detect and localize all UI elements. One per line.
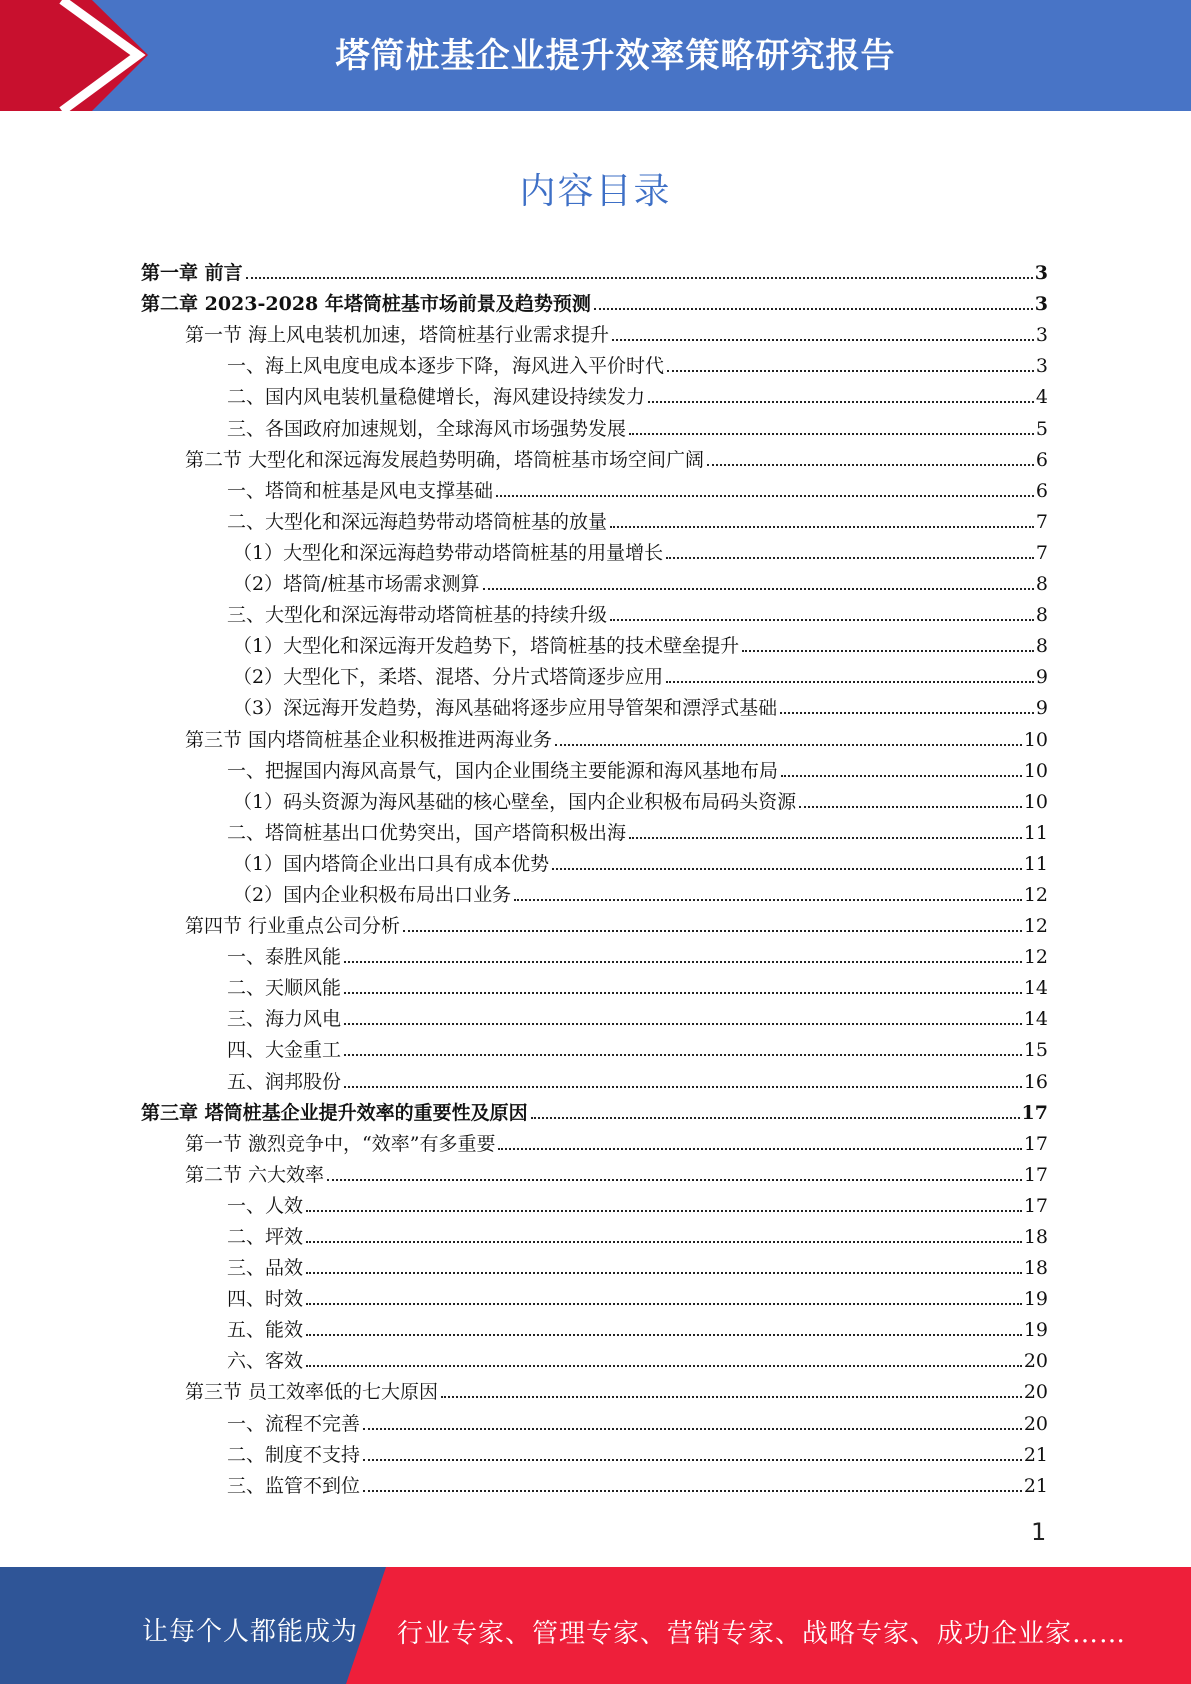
toc-entry[interactable] [141, 1310, 1048, 1341]
toc-leader-dots [610, 619, 1034, 621]
toc-entry-title: （2）大型化下，柔塔、混塔、分片式塔筒逐步应用 [233, 666, 664, 689]
toc-entry-page: 9 [1035, 666, 1048, 689]
toc-entry-title: 二、制度不支持 [227, 1443, 361, 1466]
toc-entry-title: 四、大金重工 [227, 1039, 342, 1062]
toc-entry-page: 11 [1023, 852, 1048, 875]
toc-entry-page: 10 [1023, 790, 1048, 813]
toc-entry[interactable] [141, 999, 1048, 1030]
toc-leader-dots [306, 1272, 1022, 1274]
toc-leader-dots [648, 401, 1034, 403]
toc-entry-title: 第三节 员工效率低的七大原因 [185, 1381, 439, 1404]
toc-entry[interactable] [141, 626, 1048, 657]
toc-entry-page: 15 [1023, 1039, 1048, 1062]
report-title: 塔筒桩基企业提升效率策略研究报告 [335, 36, 896, 76]
toc-entry[interactable] [141, 1435, 1048, 1466]
toc-leader-dots [306, 1365, 1022, 1367]
toc-leader-dots [403, 930, 1022, 932]
toc-leader-dots [781, 775, 1022, 777]
toc-leader-dots [344, 1086, 1022, 1088]
footer-roles: 行业专家、管理专家、营销专家、战略专家、成功企业家…… [397, 1619, 1127, 1649]
toc-entry-title: 一、流程不完善 [227, 1412, 361, 1435]
toc-entry-title: 一、人效 [227, 1194, 304, 1217]
toc-leader-dots [363, 1459, 1022, 1461]
toc-entry[interactable] [141, 1155, 1048, 1186]
toc-entry-title: 四、时效 [227, 1288, 304, 1311]
toc-entry[interactable] [141, 782, 1048, 813]
toc-entry-title: 三、海力风电 [227, 1008, 342, 1031]
toc-entry-page: 7 [1035, 510, 1048, 533]
toc-leader-dots [441, 1396, 1022, 1398]
toc-entry-page: 3 [1035, 324, 1048, 347]
toc-entry[interactable] [141, 1061, 1048, 1092]
toc-entry[interactable] [141, 1372, 1048, 1403]
toc-entry[interactable] [141, 1279, 1048, 1310]
toc-entry[interactable] [141, 1341, 1048, 1372]
toc-leader-dots [344, 992, 1022, 994]
toc-entry[interactable] [141, 844, 1048, 875]
toc-leader-dots [555, 744, 1022, 746]
toc-entry-page: 17 [1023, 1163, 1048, 1186]
toc-entry-title: 第二节 六大效率 [185, 1163, 325, 1186]
toc-entry-title: （1）国内塔筒企业出口具有成本优势 [233, 852, 550, 875]
toc-entry[interactable] [141, 1030, 1048, 1061]
toc-leader-dots [306, 1303, 1022, 1305]
toc-entry[interactable] [141, 1217, 1048, 1248]
toc-entry[interactable] [141, 657, 1048, 688]
toc-entry-page: 17 [1023, 1194, 1048, 1217]
toc-entry[interactable] [141, 937, 1048, 968]
toc-leader-dots [514, 899, 1022, 901]
toc-entry-title: 一、海上风电度电成本逐步下降，海风进入平价时代 [227, 355, 665, 378]
toc-entry[interactable] [141, 315, 1048, 346]
toc-entry-page: 17 [1021, 1101, 1048, 1124]
toc-entry[interactable] [141, 688, 1048, 719]
toc-leader-dots [629, 433, 1034, 435]
toc-entry-page: 4 [1035, 386, 1048, 409]
toc-entry-page: 9 [1035, 697, 1048, 720]
toc-entry-title: 三、大型化和深远海带动塔筒桩基的持续升级 [227, 604, 608, 627]
toc-leader-dots [742, 650, 1034, 652]
toc-entry-page: 8 [1035, 604, 1048, 627]
toc-entry[interactable] [141, 1466, 1048, 1497]
toc-entry-title: （1）大型化和深远海趋势带动塔筒桩基的用量增长 [233, 541, 664, 564]
toc-entry-page: 10 [1023, 759, 1048, 782]
toc-leader-dots [496, 495, 1034, 497]
toc-entry-title: 二、塔筒桩基出口优势突出，国产塔筒积极出海 [227, 821, 627, 844]
toc-entry-page: 6 [1035, 479, 1048, 502]
toc-entry[interactable] [141, 1403, 1048, 1434]
toc-entry-page: 14 [1023, 1008, 1048, 1031]
toc-entry-page: 21 [1023, 1474, 1048, 1497]
toc-leader-dots [531, 1117, 1020, 1119]
toc-entry-title: 三、监管不到位 [227, 1474, 361, 1497]
toc-entry-title: 第三节 国内塔筒桩基企业积极推进两海业务 [185, 728, 553, 751]
toc-leader-dots [363, 1490, 1022, 1492]
toc-entry[interactable] [141, 471, 1048, 502]
toc-entry[interactable] [141, 1186, 1048, 1217]
toc-entry-page: 11 [1023, 821, 1048, 844]
footer-banner [0, 1567, 1191, 1684]
toc-entry-page: 8 [1035, 635, 1048, 658]
toc-entry-title: 第四节 行业重点公司分析 [185, 915, 401, 938]
toc-entry-page: 5 [1035, 417, 1048, 440]
toc-leader-dots [306, 1210, 1022, 1212]
toc-entry-title: 第二节 大型化和深远海发展趋势明确，塔筒桩基市场空间广阔 [185, 448, 705, 471]
toc-entry-title: （2）国内企业积极布局出口业务 [233, 883, 512, 906]
header-banner [0, 0, 1191, 111]
toc-entry-page: 21 [1023, 1443, 1048, 1466]
toc-entry-title: （3）深远海开发趋势，海风基础将逐步应用导管架和漂浮式基础 [233, 697, 778, 720]
toc-entry-page: 20 [1023, 1412, 1048, 1435]
toc-leader-dots [483, 588, 1034, 590]
toc-entry[interactable] [141, 1093, 1048, 1124]
toc-entry[interactable] [141, 595, 1048, 626]
toc-entry-page: 18 [1023, 1257, 1048, 1280]
toc-entry-title: 二、大型化和深远海趋势带动塔筒桩基的放量 [227, 510, 608, 533]
toc-leader-dots [498, 1148, 1021, 1150]
toc-leader-dots [594, 308, 1033, 310]
toc-leader-dots [666, 681, 1034, 683]
toc-entry[interactable] [141, 564, 1048, 595]
toc-entry-title: （1）大型化和深远海开发趋势下，塔筒桩基的技术壁垒提升 [233, 635, 740, 658]
toc-entry-title: 五、能效 [227, 1319, 304, 1342]
toc-entry-page: 19 [1023, 1288, 1048, 1311]
toc-leader-dots [344, 961, 1022, 963]
toc-entry[interactable] [141, 875, 1048, 906]
footer-slogan: 让每个人都能成为 [142, 1617, 359, 1647]
toc-heading: 内容目录 [519, 171, 672, 212]
toc-entry-page: 10 [1023, 728, 1048, 751]
toc-entry-title: 第一节 海上风电装机加速，塔筒桩基行业需求提升 [185, 324, 610, 347]
toc-entry-title: （2）塔筒/桩基市场需求测算 [233, 573, 480, 596]
toc-entry-title: 一、把握国内海风高景气，国内企业围绕主要能源和海风基地布局 [227, 759, 779, 782]
toc-entry-page: 7 [1035, 541, 1048, 564]
toc-entry-title: 第三章 塔筒桩基企业提升效率的重要性及原因 [141, 1101, 528, 1124]
toc-entry-page: 3 [1034, 262, 1048, 285]
toc-leader-dots [306, 1241, 1022, 1243]
toc-entry[interactable] [141, 813, 1048, 844]
toc-entry-page: 18 [1023, 1226, 1048, 1248]
toc-entry-page: 16 [1023, 1070, 1048, 1093]
toc-entry-page: 12 [1023, 883, 1048, 906]
toc-entry[interactable] [141, 346, 1048, 377]
toc-entry-page: 12 [1023, 946, 1048, 969]
toc-entry-title: 第二章 2023-2028 年塔筒桩基市场前景及趋势预测 [141, 293, 591, 316]
toc-leader-dots [629, 837, 1022, 839]
toc-entry[interactable] [141, 719, 1048, 750]
toc-entry[interactable] [141, 1248, 1048, 1279]
toc-leader-dots [306, 1334, 1022, 1336]
toc-entry-title: 二、坪效 [227, 1226, 304, 1248]
toc-entry-page: 12 [1023, 915, 1048, 938]
toc-leader-dots [246, 277, 1033, 279]
toc-entry-page: 3 [1035, 355, 1048, 378]
toc-entry-title: 三、品效 [227, 1257, 304, 1280]
toc-entry-title: 第一章 前言 [141, 262, 243, 285]
toc-entry[interactable] [141, 906, 1048, 937]
toc-entry[interactable] [141, 440, 1048, 471]
toc-leader-dots [666, 557, 1034, 559]
toc-entry-title: 五、润邦股份 [227, 1070, 342, 1093]
toc-entry-title: 三、各国政府加速规划，全球海风市场强势发展 [227, 417, 627, 440]
toc-entry-title: 第一节 激烈竞争中，“效率”有多重要 [185, 1132, 496, 1155]
page-number: 1 [1031, 1518, 1047, 1546]
toc-entry[interactable] [141, 253, 1048, 284]
toc-leader-dots [327, 1179, 1022, 1181]
toc-leader-dots [799, 806, 1022, 808]
toc-entry-title: （1）码头资源为海风基础的核心壁垒，国内企业积极布局码头资源 [233, 790, 797, 813]
toc-entry-page: 19 [1023, 1319, 1048, 1342]
toc-entry-page: 3 [1034, 293, 1048, 316]
toc-entry[interactable] [141, 284, 1048, 315]
toc-leader-dots [780, 712, 1034, 714]
toc-entry[interactable] [141, 408, 1048, 439]
toc-entry-page: 20 [1023, 1381, 1048, 1404]
table-of-contents [141, 253, 1048, 1497]
toc-leader-dots [667, 370, 1034, 372]
toc-entry[interactable] [141, 751, 1048, 782]
toc-leader-dots [344, 1023, 1022, 1025]
toc-entry-page: 17 [1023, 1132, 1048, 1155]
toc-entry[interactable] [141, 968, 1048, 999]
toc-entry-page: 8 [1035, 573, 1048, 596]
toc-entry[interactable] [141, 377, 1048, 408]
toc-entry-title: 一、泰胜风能 [227, 946, 342, 969]
toc-entry-page: 20 [1023, 1350, 1048, 1373]
toc-entry[interactable] [141, 533, 1048, 564]
toc-leader-dots [363, 1428, 1022, 1430]
toc-leader-dots [707, 464, 1034, 466]
toc-entry[interactable] [141, 502, 1048, 533]
toc-leader-dots [612, 339, 1034, 341]
toc-entry-title: 二、天顺风能 [227, 977, 342, 1000]
toc-entry-title: 六、客效 [227, 1350, 304, 1373]
toc-leader-dots [552, 868, 1022, 870]
toc-entry-page: 6 [1035, 448, 1048, 471]
toc-entry-title: 二、国内风电装机量稳健增长，海风建设持续发力 [227, 386, 646, 409]
toc-entry-title: 一、塔筒和桩基是风电支撑基础 [227, 479, 494, 502]
toc-entry[interactable] [141, 1124, 1048, 1155]
toc-leader-dots [610, 526, 1034, 528]
toc-leader-dots [344, 1054, 1022, 1056]
toc-entry-page: 14 [1023, 977, 1048, 1000]
